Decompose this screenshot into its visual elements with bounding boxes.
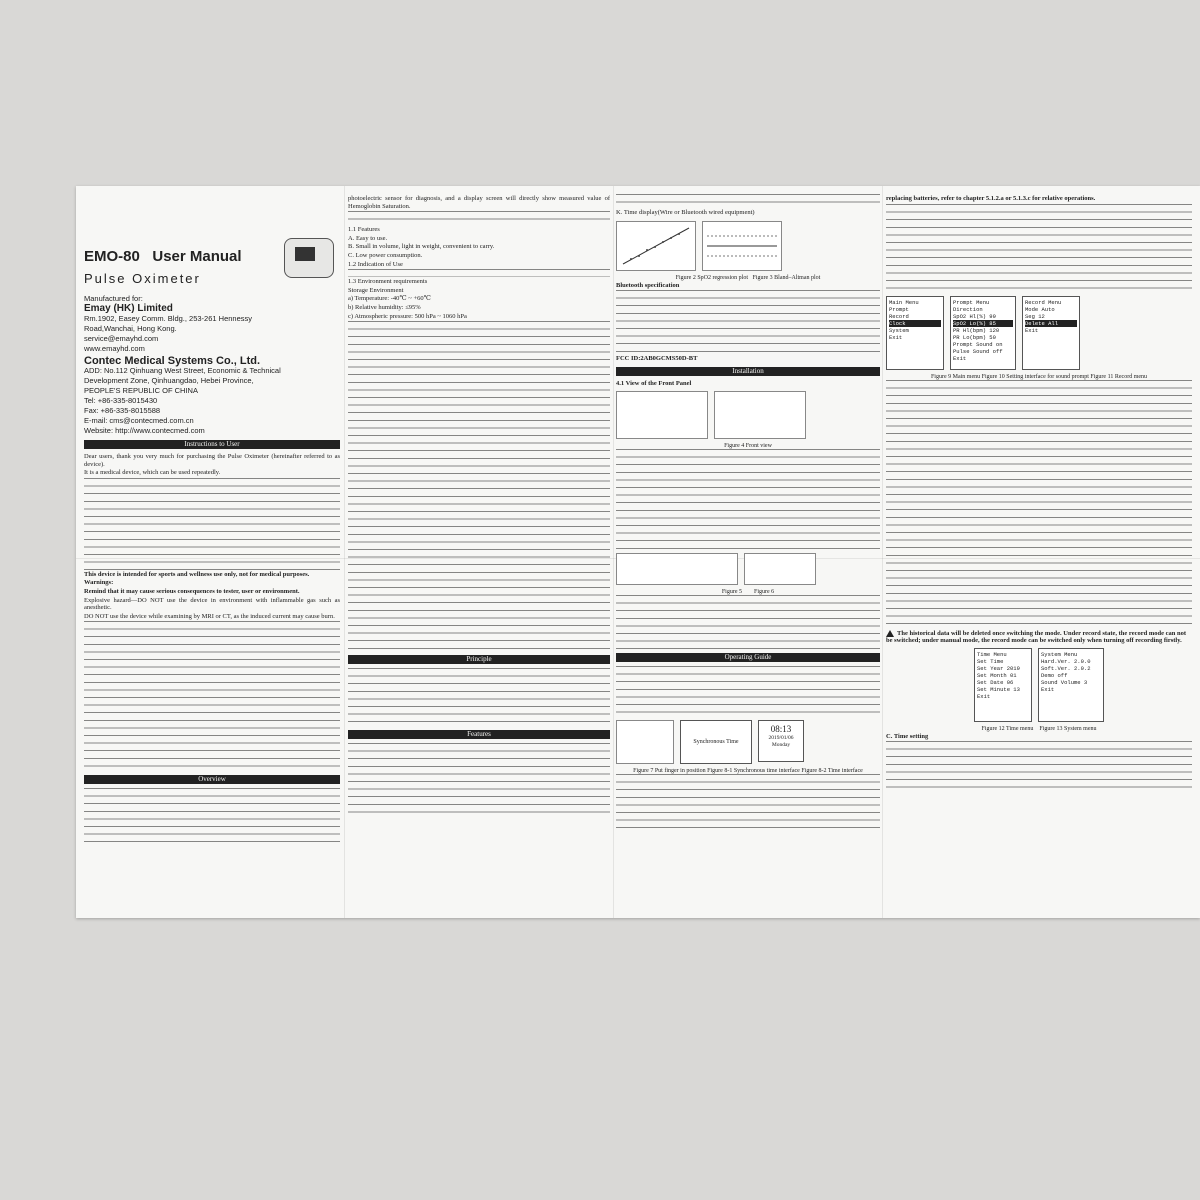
menu-title: Prompt Menu [953, 298, 990, 306]
paragraph: 1.2 Indication of Use [348, 260, 403, 268]
paragraph: C. Low power consumption. [348, 251, 423, 259]
warning-title: Warnings: [84, 579, 114, 587]
section-header: Principle [348, 655, 610, 664]
model-number: EMO-80 [84, 248, 140, 265]
paragraph: C. Time setting [886, 732, 929, 740]
label: Manufactured for: [84, 294, 143, 303]
menu-item: PR Lo(bpm) 50 [953, 333, 996, 341]
menu-item: Delete All [1025, 320, 1077, 327]
menu-title: Time Menu [977, 650, 1007, 658]
caption: Figure 6 [754, 589, 775, 596]
caption: Figure 13 System menu [1039, 725, 1097, 732]
paragraph: It is a medical device, which can be used repeatedly. [84, 469, 221, 477]
text-block [886, 380, 1192, 630]
menu-item: Soft.Ver. 2.0.2 [1041, 664, 1091, 672]
figure-caption: Figure 9 Main menu Figure 10 Setting interface for sound prompt Figure 11 Record menu [930, 373, 1148, 380]
paragraph: b) Relative humidity: ≤95% [348, 303, 421, 311]
manual-sheet [76, 186, 1200, 918]
address-line: ADD: No.112 Qinhuang West Street, Economic & Technical [84, 366, 281, 375]
oximeter-icon [284, 238, 334, 278]
figure-caption: Figure 4 Front view [724, 443, 772, 450]
time-menu-screen [974, 648, 1032, 722]
figure-caption [616, 275, 880, 281]
company-name: Emay (HK) Limited [84, 303, 173, 314]
menu-item: System [889, 326, 909, 334]
caption: Figure 3 Bland–Altman plot [752, 274, 821, 281]
menu-figures [886, 296, 1192, 370]
text-block [348, 668, 610, 726]
text-block [84, 788, 340, 848]
menu-item: Set Minute 13 [977, 685, 1020, 693]
battery-diagram [616, 553, 738, 585]
text-block [84, 621, 340, 771]
prompt-menu-screen [950, 296, 1016, 370]
paragraph: c) Atmospheric pressure: 500 hPa ~ 1060 hPa [348, 312, 467, 320]
website: Website: http://www.contecmed.com [84, 426, 205, 435]
paragraph: Storage Environment [348, 286, 404, 294]
paragraph: 1.1 Features [348, 226, 380, 234]
address-line: Rm.1902, Easey Comm. Bldg., 253-261 Hennessy [84, 314, 252, 323]
paragraph: K. Time display(Wire or Bluetooth wired equipment) [616, 209, 755, 216]
company-name: Contec Medical Systems Co., Ltd. [84, 355, 261, 367]
warning-note [886, 630, 1192, 644]
text-block [84, 478, 340, 570]
menu-item: Sound Volume 3 [1041, 678, 1088, 686]
fax: Fax: +86-335-8015588 [84, 406, 161, 415]
section-header: Instructions to User [84, 440, 340, 449]
paragraph: replacing batteries, refer to chapter 5.1.2.a or 5.1.3.c for relative operations. [886, 195, 1096, 202]
sync-screen: Synchronous Time [680, 720, 752, 764]
menu-item: Set Month 01 [977, 671, 1017, 679]
menu-item: Set Time [977, 657, 1004, 665]
warning-text: The historical data will be deleted once switching the mode. Under record state, the record mode can not be switched; under manual mode, the record mode can be switched only when turning off recording firstly. [886, 629, 1187, 644]
settings-figures [886, 648, 1192, 722]
battery-figures [616, 553, 880, 585]
text-block [616, 595, 880, 649]
front-panel-diagram [616, 391, 708, 439]
paragraph: Explosive hazard—DO NOT use the device in environment with inflammable gas such as anesthetic. [84, 596, 340, 612]
bland-altman-plot [702, 221, 782, 271]
time-screen [758, 720, 804, 762]
website: www.emayhd.com [84, 344, 145, 353]
fold-line [613, 186, 614, 918]
caption: Figure 12 Time menu [981, 725, 1034, 732]
record-menu-screen [1022, 296, 1080, 370]
manufacturer-info [84, 294, 340, 436]
section-header: Installation [616, 367, 880, 376]
address-line: Road,Wanchai, Hong Kong. [84, 324, 177, 333]
text-block [616, 290, 880, 354]
menu-item: Prompt Sound on [953, 340, 1003, 348]
text-block [616, 449, 880, 549]
section-header: Operating Guide [616, 653, 880, 662]
menu-item: SpO2 Lo(%) 85 [953, 320, 1013, 327]
menu-item: Clock [889, 320, 941, 327]
menu-item: SpO2 Hl(%) 99 [953, 312, 996, 320]
email: E-mail: cms@contecmed.com.cn [84, 416, 194, 425]
finger-diagram [616, 720, 674, 764]
address-line: Development Zone, Qinhuangdao, Hebei Province, [84, 376, 254, 385]
paragraph: 1.3 Environment requirements [348, 278, 428, 286]
paragraph: a) Temperature: -40℃ ~ +60℃ [348, 295, 431, 303]
regression-plot [616, 221, 696, 271]
menu-item: Prompt [889, 305, 909, 313]
phone: Tel: +86-335-8015430 [84, 396, 158, 405]
paragraph: FCC ID:2AB0GCMS50D-BT [616, 355, 698, 363]
manual-title: User Manual [152, 248, 242, 265]
paragraph: This device is intended for sports and wellness use only, not for medical purposes. [84, 570, 310, 578]
text-block [348, 269, 610, 277]
paragraph: B. Small in volume, light in weight, convenient to carry. [348, 243, 495, 251]
menu-item: Demo off [1041, 671, 1068, 679]
paragraph: Remind that it may cause serious consequences to tester, user or environment. [84, 587, 300, 595]
text-block [348, 211, 610, 225]
menu-item: Pulse Sound off [953, 347, 1003, 355]
text-block [886, 204, 1192, 292]
figure-caption [886, 726, 1192, 732]
text-block [616, 774, 880, 830]
menu-item: Exit [977, 692, 991, 700]
section-header: Features [348, 730, 610, 739]
menu-title: Main Menu [889, 298, 919, 306]
main-menu-screen [886, 296, 944, 370]
front-panel-figures [616, 391, 880, 439]
menu-item: Exit [1041, 685, 1055, 693]
menu-title: System Menu [1041, 650, 1078, 658]
paragraph: photoelectric sensor for diagnosis, and a display screen will directly show measured value of Hemoglobin Saturation. [348, 195, 610, 210]
menu-item: Mode Auto [1025, 305, 1055, 313]
paragraph: Dear users, thank you very much for purchasing the Pulse Oximeter (hereinafter referred to as device). [84, 453, 340, 468]
fold-line [344, 186, 345, 918]
warning-icon [886, 630, 894, 637]
menu-title: Record Menu [1025, 298, 1062, 306]
cable-diagram [744, 553, 816, 585]
clock-time: 08:13 [770, 724, 792, 735]
interface-figures [616, 720, 880, 764]
menu-item: Hard.Ver. 2.0.0 [1041, 657, 1091, 665]
paragraph: Bluetooth specification [616, 281, 680, 289]
paragraph: A. Easy to use. [348, 234, 388, 242]
text-block [886, 741, 1192, 791]
system-menu-screen [1038, 648, 1104, 722]
column-2 [348, 194, 610, 910]
plot-figures [616, 221, 880, 271]
caption: Figure 2 SpO2 regression plot [675, 274, 748, 281]
menu-item: Set Year 2019 [977, 664, 1020, 672]
front-panel-diagram [714, 391, 806, 439]
text-block [616, 194, 880, 208]
menu-item: PR Hl(bpm) 120 [953, 326, 1000, 334]
address-line: PEOPLE'S REPUBLIC OF CHINA [84, 386, 198, 395]
paragraph: 4.1 View of the Front Panel [616, 379, 692, 387]
clock-day: Monday [771, 742, 791, 749]
section-header: Overview [84, 775, 340, 784]
text-block [348, 743, 610, 815]
caption: Figure 5 [721, 589, 742, 596]
menu-item: Seg 12 [1025, 312, 1045, 320]
email: service@emayhd.com [84, 334, 159, 343]
fold-line [882, 186, 883, 918]
clock-date: 2019/01/06 [768, 735, 794, 742]
menu-item: Record [889, 312, 909, 320]
text-block [616, 666, 880, 716]
text-block [348, 321, 610, 651]
product-name: Pulse Oximeter [84, 271, 201, 286]
menu-item: Exit [889, 333, 903, 341]
paragraph: DO NOT use the device while examining by MRI or CT, as the induced current may cause burn. [84, 612, 335, 620]
menu-item: Exit [1025, 326, 1039, 334]
menu-item: Direction [953, 305, 983, 313]
column-1 [84, 194, 340, 910]
figure-caption: Figure 7 Put finger in position Figure 8-1 Synchronous time interface Figure 8-2 Time interface [633, 768, 863, 775]
column-3 [616, 194, 880, 910]
menu-item: Exit [953, 354, 967, 362]
column-4 [886, 194, 1192, 910]
menu-item: Set Date 06 [977, 678, 1014, 686]
